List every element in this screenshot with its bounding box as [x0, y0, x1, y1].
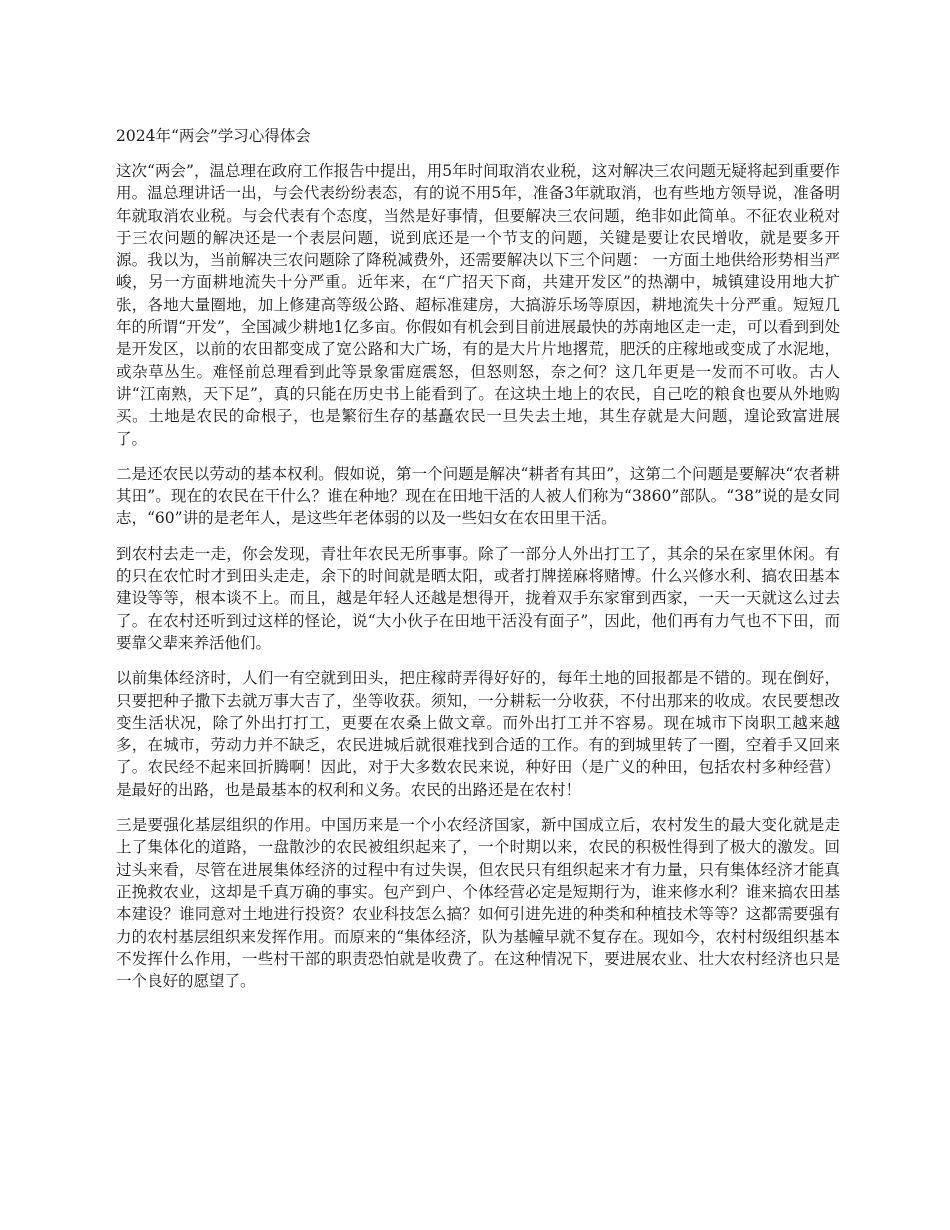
paragraph-rural-youth: 到农村去走一走，你会发现，青壮年农民无所事事。除了一部分人外出打工了，其余的呆在家里休闲。有的只在农忙时才到田头走走，余下的时间就是晒太阳，或者打牌搓麻将赌博。什么兴修水利、搞农田基本建设等等，根本谈不上。而且，越是年轻人还越是想得开，拢着双手东家窜到西家，一天一天就这么过去了。在农村还听到过这样的怪论，说“大小伙子在田地干活没有面子”，因此，他们再有力气也不下田，而要靠父辈来养活他们。	[116, 544, 840, 652]
paragraph-point-two: 二是还农民以劳动的基本权利。假如说，第一个问题是解决“耕者有其田”，这第二个问题是要解决“农者耕其田”。现在的农民在干什么？谁在种地？现在在田地干活的人被人们称为“3860”部队。“38”说的是女同志，“60”讲的是老年人，是这些年老体弱的以及一些妇女在农田里干活。	[116, 464, 840, 528]
paragraph-collective-economy: 以前集体经济时，人们一有空就到田头，把庄稼莳弄得好好的，每年土地的回报都是不错的。现在倒好，只要把种子撒下去就万事大吉了，坐等收获。须知，一分耕耘一分收获，不付出那来的收成。农民要想改变生活状况，除了外出打打工，更要在农桑上做文章。而外出打工并不容易。现在城市下岗职工越来越多，在城市，劳动力并不缺乏，农民进城后就很难找到合适的工作。有的到城里转了一圈，空着手又回来了。农民经不起来回折腾啊！因此，对于大多数农民来说，种好田（是广义的种田，包括农村多种经营）是最好的出路，也是最基本的权利和义务。农民的出路还是在农村！	[116, 669, 840, 799]
document-page	[116, 126, 840, 1005]
paragraph-point-three: 三是要强化基层组织的作用。中国历来是一个小农经济国家，新中国成立后，农村发生的最大变化就是走上了集体化的道路，一盘散沙的农民被组织起来了，一个时期以来，农民的积极性得到了极大的激发。回过头来看，尽管在进展集体经济的过程中有过失误，但农民只有组织起来才有力量，只有集体经济才能真正挽救农业，这却是千真万确的事实。包产到户、个体经营必定是短期行为，谁来修水利？谁来搞农田基本建设？谁同意对土地进行投资？农业科技怎么搞？如何引进先进的种类和种植技术等等？这都需要强有力的农村基层组织来发挥作用。而原来的“集体经济，队为基幢早就不复存在。现如今，农村村级组织基本不发挥什么作用，一些村干部的职责恐怕就是收费了。在这种情况下，要进展农业、壮大农村经济也只是一个良好的愿望了。	[116, 816, 840, 991]
document-title: 2024年“两会”学习心得体会	[116, 127, 311, 145]
paragraph-intro-and-point-one: 这次“两会”，温总理在政府工作报告中提出，用5年时间取消农业税，这对解决三农问题无疑将起到重要作用。温总理讲话一出，与会代表纷纷表态，有的说不用5年，准备3年就取消，也有些地方领导说，准备明年就取消农业税。与会代表有个态度，当然是好事情，但要解决三农问题，绝非如此简单。不征农业税对于三农问题的解决还是一个表层问题，说到底还是一个节支的问题，关键是要让农民增收，就是要多开源。我以为，当前解决三农问题除了降税减费外，还需要解决以下三个问题： 一方面土地供给形势相当严峻，另一方面耕地流失十分严重。近年来，在“广招天下商，共建开发区”的热潮中，城镇建设用地大扩张，各地大量圈地，加上修建高等级公路、超标准建房，大搞游乐场等原因，耕地流失十分严重。短短几年的所谓“开发”，全国减少耕地1亿多亩。你假如有机会到目前进展最快的苏南地区走一走，可以看到到处是开发区，以前的农田都变成了宽公路和大广场，有的是大片片地撂荒，肥沃的庄稼地或变成了水泥地，或杂草丛生。难怪前总理看到此等景象雷庭震怒，但怒则怒，奈之何？这几年更是一发而不可收。古人讲“江南熟，天下足”，真的只能在历史书上能看到了。在这块土地上的农民，自己吃的粮食也要从外地购买。土地是农民的命根子，也是繁衍生存的基矗农民一旦失去土地，其生存就是大问题，遑论致富进展了。	[116, 162, 840, 448]
